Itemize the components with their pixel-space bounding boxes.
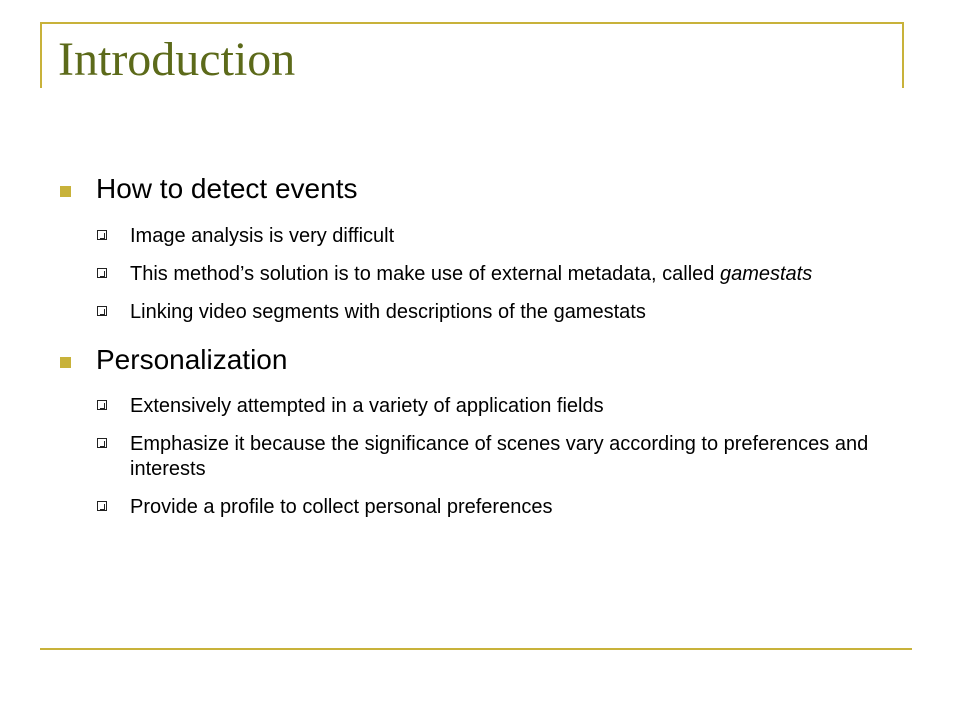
list-item: [0, 394, 960, 419]
section-heading: [0, 343, 960, 377]
list-item-emphasis: gamestats: [719, 262, 813, 285]
checkbox-bullet-icon: [97, 268, 107, 278]
section-heading-text: How to detect events: [96, 173, 358, 204]
slide-title: Introduction: [58, 33, 296, 86]
list-item-text: This method’s solution is to make use of external metadata, called: [130, 262, 720, 285]
list-item: [0, 224, 960, 249]
list-item: [0, 300, 960, 325]
section-heading-text: Personalization: [96, 343, 288, 375]
right-rule: [902, 22, 904, 88]
checkbox-bullet-icon: [97, 501, 107, 511]
checkbox-bullet-icon: [97, 306, 107, 316]
list-item-text: Extensively attempted in a variety of application fields: [130, 395, 604, 418]
list-item: [0, 495, 960, 520]
list-item-text: Provide a profile to collect personal preferences: [130, 496, 553, 519]
checkbox-bullet-icon: [97, 400, 107, 410]
checkbox-bullet-icon: [97, 230, 107, 240]
square-bullet-icon: [60, 186, 71, 197]
top-rule: [40, 22, 904, 24]
checkbox-bullet-icon: [97, 438, 107, 448]
square-bullet-icon: [60, 357, 71, 368]
list-item-text: Emphasize it because the significance of scenes vary according to preferences and interests: [130, 433, 869, 481]
list-item-text: Image analysis is very difficult: [130, 224, 395, 247]
left-rule: [40, 22, 42, 88]
slide-body: [0, 172, 960, 533]
list-item-text: Linking video segments with descriptions of the gamestats: [130, 300, 646, 323]
section-heading: [0, 172, 960, 206]
list-item: [0, 262, 960, 287]
list-item: [0, 432, 960, 482]
bottom-rule: [40, 648, 912, 650]
